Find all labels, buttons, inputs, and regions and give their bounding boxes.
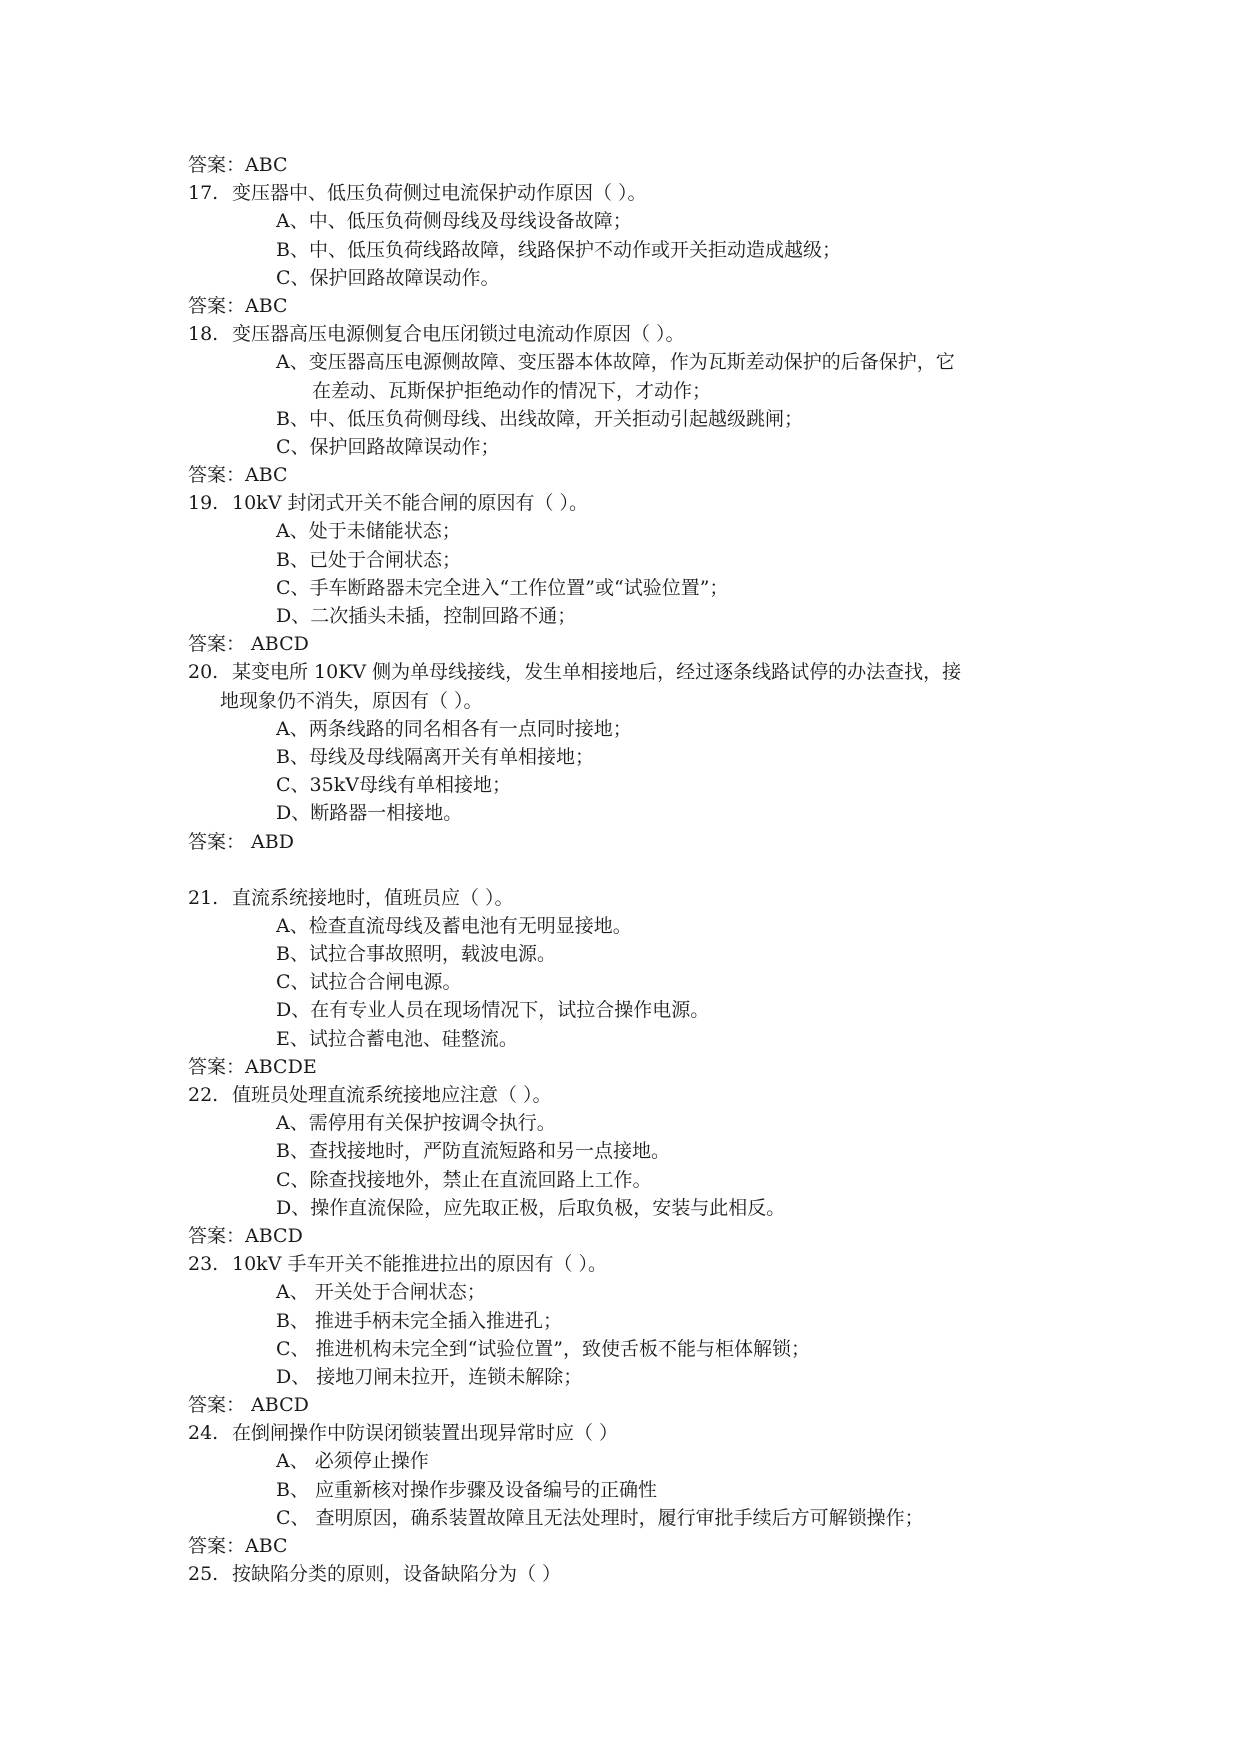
answer-line [188,1391,1068,1419]
option-text: 试拉合事故照明，载波电源。 [308,943,556,966]
option-text: 保护回路故障误动作； [309,435,500,458]
option-letter: A、 [276,914,309,937]
option-text: 除查找接地外，禁止在直流回路上工作。 [309,1168,652,1191]
option-letter: B、 [276,745,309,768]
option-letter: A、 [276,1112,309,1135]
answer-value: ABCDE [245,1055,317,1078]
answer-label: 答案： [188,633,246,656]
answer-value: ABCD [245,633,309,656]
option-text: 断路器一相接地。 [310,802,463,825]
option-letter: A、 [276,1281,309,1304]
option-letter: D、 [276,802,311,825]
option-letter: D、 [276,1365,311,1388]
question-line [188,884,1068,912]
option-text: 检查直流母线及蓄电池有无明显接地。 [308,914,632,937]
option-text: 应重新核对操作步骤及设备编号的正确性 [308,1478,658,1501]
option-letter: B、 [276,1478,309,1501]
option-letter: C、 [276,1168,310,1191]
option-text: 查明原因，确系装置故障且无法处理时，履行审批手续后方可解锁操作； [309,1506,924,1529]
option-letter: B、 [276,238,309,261]
option-text: 需停用有关保护按调令执行。 [308,1112,556,1135]
option-item [188,348,1068,376]
option-item [188,912,1068,940]
option-item [188,799,1068,827]
question-text: 在倒闸操作中防误闭锁装置出现异常时应（ ） [232,1422,619,1445]
answer-label: 答案： [188,1224,246,1247]
question-line [188,320,1068,348]
question-text: 10kV 手车开关不能推进拉出的原因有（ ）。 [232,1253,607,1276]
option-text: 保护回路故障误动作。 [309,266,500,289]
question-number: 21. [188,886,219,909]
blank-line [188,856,1068,884]
option-text: 在有专业人员在现场情况下，试拉合操作电源。 [310,999,710,1022]
option-text: 试拉合合闸电源。 [309,971,462,994]
option-item [188,574,1068,602]
answer-label: 答案： [188,1055,246,1078]
answer-label: 答案： [188,830,246,853]
question-text: 变压器高压电源侧复合电压闭锁过电流动作原因（ ）。 [232,323,685,346]
option-letter: A、 [276,717,309,740]
option-letter: A、 [276,520,309,543]
option-item [188,940,1068,968]
option-text: 中、低压负荷侧母线、出线故障，开关拒动引起越级跳闸； [308,407,803,430]
answer-line [188,630,1068,658]
question-text: 变压器中、低压负荷侧过电流保护动作原因（ ）。 [232,182,647,205]
option-text: 查找接地时，严防直流短路和另一点接地。 [308,1140,670,1163]
answer-value: ABCD [245,1224,303,1247]
answer-label: 答案： [188,1394,246,1417]
answer-line [188,461,1068,489]
option-item [188,1476,1068,1504]
question-text: 10kV 封闭式开关不能合闸的原因有（ ）。 [232,492,588,515]
answer-value: ABD [245,830,294,853]
question-text: 按缺陷分类的原则，设备缺陷分为（ ） [232,1563,562,1586]
answer-line [188,292,1068,320]
question-line [188,179,1068,207]
question-line [188,1419,1068,1447]
option-letter: B、 [276,1309,309,1332]
option-item [188,1194,1068,1222]
option-letter: A、 [276,351,309,374]
option-text: 变压器高压电源侧故障、变压器本体故障，作为瓦斯差动保护的后备保护，它 [308,351,955,374]
option-text: 母线及母线隔离开关有单相接地； [308,745,594,768]
option-item [188,236,1068,264]
option-letter: B、 [276,407,309,430]
question-text: 值班员处理直流系统接地应注意（ ）。 [232,1084,552,1106]
question-number: 19. [188,492,219,515]
option-letter: D、 [276,605,311,627]
option-item [188,1335,1068,1363]
question-number: 20. [188,661,219,684]
question-text: 某变电所 10KV 侧为单母线接线，发生单相接地后，经过逐条线路试停的办法查找，接 [232,661,962,684]
option-item [188,743,1068,771]
option-text: 开关处于合闸状态； [308,1281,486,1304]
option-item [188,1307,1068,1335]
answer-label: 答案： [188,464,246,487]
option-letter: C、 [276,774,310,797]
option-letter: C、 [276,1506,310,1529]
question-text-line2: 地现象仍不消失，原因有（ ）。 [220,689,483,712]
option-item [188,1278,1068,1306]
question-line [188,489,1068,517]
option-item [188,207,1068,235]
option-item [188,715,1068,743]
question-number: 18. [188,323,219,346]
answer-line [188,151,1068,179]
option-item [188,264,1068,292]
answer-label: 答案： [188,294,246,317]
option-text: 35kV母线有单相接地； [309,774,511,797]
option-letter: C、 [276,1337,310,1360]
option-text: 操作直流保险，应先取正极，后取负极，安装与此相反。 [310,1196,786,1219]
answer-value: ABCD [245,1394,309,1417]
option-text: 已处于合闸状态； [308,548,461,571]
option-letter: B、 [276,548,309,571]
option-item [188,517,1068,545]
option-item [188,1166,1068,1194]
option-text: 中、低压负荷线路故障，线路保护不动作或开关拒动造成越级； [308,238,841,261]
document-body [188,151,1068,1588]
question-number: 22. [188,1084,219,1106]
question-text: 直流系统接地时，值班员应（ ）。 [232,886,514,909]
question-line [188,1081,1068,1109]
option-text: 试拉合蓄电池、硅整流。 [308,1027,518,1050]
question-number: 24. [188,1422,219,1445]
answer-line [188,1053,1068,1081]
option-item [188,996,1068,1024]
option-letter: B、 [276,1140,309,1163]
option-item [188,771,1068,799]
option-letter: A、 [276,210,309,233]
question-text-continued [188,687,1068,715]
option-item [188,1109,1068,1137]
option-text: 处于未储能状态； [308,520,461,543]
option-item [188,968,1068,996]
option-letter: E、 [276,1027,309,1050]
option-item [188,546,1068,574]
option-letter: C、 [276,435,310,458]
option-letter: C、 [276,971,310,994]
option-letter: A、 [276,1450,309,1473]
option-item [188,405,1068,433]
option-text: 必须停止操作 [308,1450,429,1473]
answer-value: ABC [245,464,288,487]
answer-value: ABC [245,1535,288,1557]
option-item [188,1447,1068,1475]
question-line [188,1560,1068,1588]
question-number: 25. [188,1563,219,1586]
option-letter: C、 [276,576,310,599]
option-text: 二次插头未插，控制回路不通； [310,605,577,627]
option-text: 推进手柄未完全插入推进孔； [308,1309,563,1332]
option-text: 推进机构未完全到“试验位置”，致使舌板不能与柜体解锁； [309,1337,811,1360]
option-text: 中、低压负荷侧母线及母线设备故障； [308,210,632,233]
answer-label: 答案： [188,154,246,176]
answer-label: 答案： [188,1535,246,1557]
option-letter: D、 [276,1196,311,1219]
option-text-continued: 在差动、瓦斯保护拒绝动作的情况下，才动作； [312,379,712,402]
answer-line [188,828,1068,856]
option-item [188,1025,1068,1053]
option-item [188,1504,1068,1532]
option-letter: D、 [276,999,311,1022]
option-item [188,433,1068,461]
question-number: 17. [188,182,219,205]
option-item [188,1363,1068,1391]
option-letter: B、 [276,943,309,966]
option-text: 手车断路器未完全进入“工作位置”或“试验位置”； [309,576,729,599]
option-item [188,602,1068,630]
answer-line [188,1532,1068,1560]
question-number: 23. [188,1253,219,1276]
answer-value: ABC [245,294,288,317]
question-line [188,658,1068,686]
answer-line [188,1222,1068,1250]
answer-value: ABC [245,154,288,176]
option-text: 接地刀闸未拉开，连锁未解除； [310,1365,583,1388]
question-line [188,1250,1068,1278]
option-letter: C、 [276,266,310,289]
option-text: 两条线路的同名相各有一点同时接地； [308,717,632,740]
option-item [188,1137,1068,1165]
